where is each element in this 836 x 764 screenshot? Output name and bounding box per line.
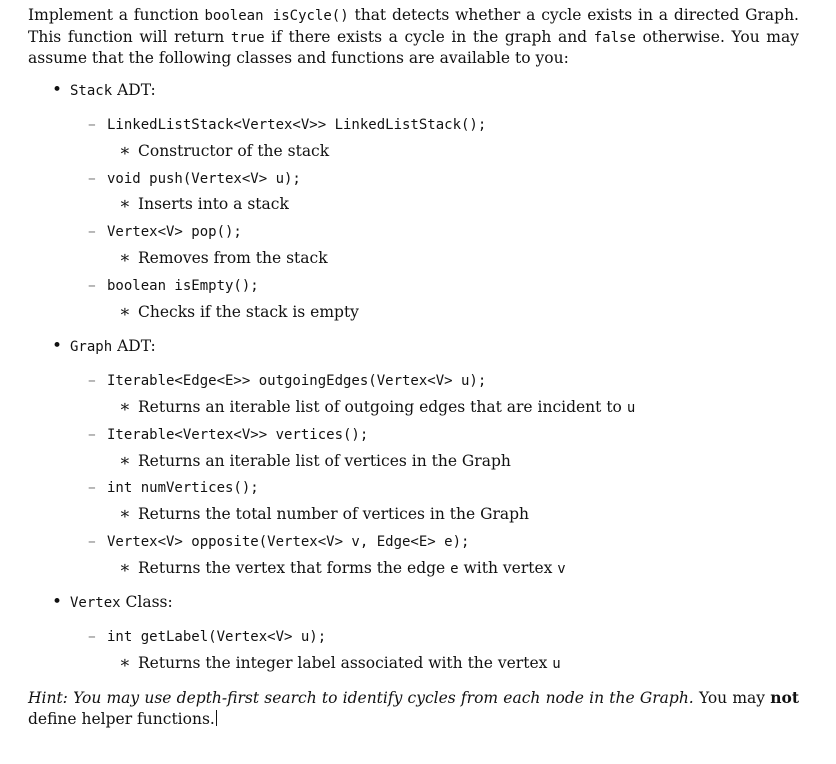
text-run: otherwise. You may assume that the following classes and functions are available to you: [28, 27, 799, 67]
star-marker: ∗ [119, 141, 131, 161]
text-run: Returns the total number of vertices in the Graph [138, 505, 530, 523]
code-text: Vertex<V> pop(); [107, 224, 242, 240]
star-marker: ∗ [119, 397, 131, 417]
text-run: if there exists a cycle in the graph and [264, 27, 594, 46]
code-text: Vertex<V> opposite(Vertex<V> v, Edge<E> e); [107, 534, 470, 550]
function-signature [88, 168, 301, 189]
function-description [119, 653, 561, 674]
text-run: ADT: [112, 337, 156, 355]
star-marker: ∗ [119, 504, 131, 524]
code-text: int numVertices(); [107, 480, 259, 496]
dash-marker: – [88, 169, 96, 187]
text-run: You may [693, 689, 771, 707]
function-signature [88, 275, 259, 296]
text-run: that detects whether a cycle exists in a directed Graph. This function will return [28, 6, 799, 46]
function-signature [88, 114, 486, 135]
function-description [119, 504, 529, 524]
dash-marker: – [88, 222, 96, 240]
code-text: boolean isEmpty(); [107, 278, 259, 294]
section-heading [52, 592, 173, 613]
function-description [119, 451, 511, 471]
function-description [119, 248, 328, 268]
text-run: Removes from the stack [138, 249, 328, 267]
dash-marker: – [88, 276, 96, 294]
text-run: Returns the vertex that forms the edge [138, 559, 451, 577]
bullet-marker: • [52, 592, 63, 612]
intro-paragraph [28, 5, 799, 69]
star-marker: ∗ [119, 194, 131, 214]
section-heading [52, 336, 156, 357]
text-run: Inserts into a stack [138, 195, 289, 213]
code-text: false [593, 29, 636, 46]
star-marker: ∗ [119, 653, 131, 673]
section-heading [52, 80, 156, 101]
text-run: Returns the integer label associated with the vertex [138, 654, 553, 672]
text-run: Hint: You may use depth-first search to identify cycles from each node in the Graph. [28, 689, 694, 707]
code-text: void push(Vertex<V> u); [107, 171, 301, 187]
dash-marker: – [88, 425, 96, 443]
dash-marker: – [88, 532, 96, 550]
function-description [119, 397, 635, 418]
bullet-marker: • [52, 80, 63, 100]
dash-marker: – [88, 115, 96, 133]
code-text: u [626, 400, 636, 416]
code-text: LinkedListStack<Vertex<V>> LinkedListStack(); [107, 117, 487, 133]
code-text: Iterable<Edge<E>> outgoingEdges(Vertex<V> u); [107, 373, 487, 389]
star-marker: ∗ [119, 302, 131, 322]
code-text: v [557, 561, 566, 577]
text-run: define helper functions. [28, 709, 215, 728]
code-text: Iterable<Vertex<V>> vertices(); [107, 427, 369, 443]
dash-marker: – [88, 627, 96, 645]
star-marker: ∗ [119, 248, 131, 268]
code-text: int getLabel(Vertex<V> u); [107, 629, 327, 645]
code-text: Graph [70, 339, 113, 355]
text-run: ADT: [112, 81, 156, 99]
text-run: Class: [120, 593, 173, 611]
hint-paragraph[interactable] [28, 688, 799, 729]
text-run: Returns an iterable list of vertices in the Graph [138, 452, 511, 470]
function-description [119, 558, 566, 579]
function-description [119, 194, 289, 214]
function-signature [88, 424, 368, 445]
code-text: u [552, 656, 561, 672]
code-text: e [450, 561, 459, 577]
function-signature [88, 370, 486, 391]
text-run: Checks if the stack is empty [138, 303, 359, 321]
text-run: Returns an iterable list of outgoing edges that are incident to [138, 398, 627, 416]
star-marker: ∗ [119, 558, 131, 578]
bullet-marker: • [52, 336, 63, 356]
code-text: boolean isCycle() [204, 8, 349, 24]
code-text: Vertex [70, 595, 121, 611]
dash-marker: – [88, 478, 96, 496]
code-text: Stack [70, 83, 113, 99]
function-description [119, 141, 329, 161]
star-marker: ∗ [119, 451, 131, 471]
text-run: Implement a function [28, 6, 205, 24]
function-signature [88, 477, 259, 498]
text-run: Constructor of the stack [138, 142, 330, 160]
function-description [119, 302, 359, 322]
function-signature [88, 626, 326, 647]
function-signature [88, 531, 469, 552]
text-run: with vertex [458, 559, 558, 577]
function-signature [88, 221, 242, 242]
text-run: not [770, 688, 799, 707]
code-text: true [230, 29, 265, 46]
dash-marker: – [88, 371, 96, 389]
text-cursor [216, 710, 217, 726]
